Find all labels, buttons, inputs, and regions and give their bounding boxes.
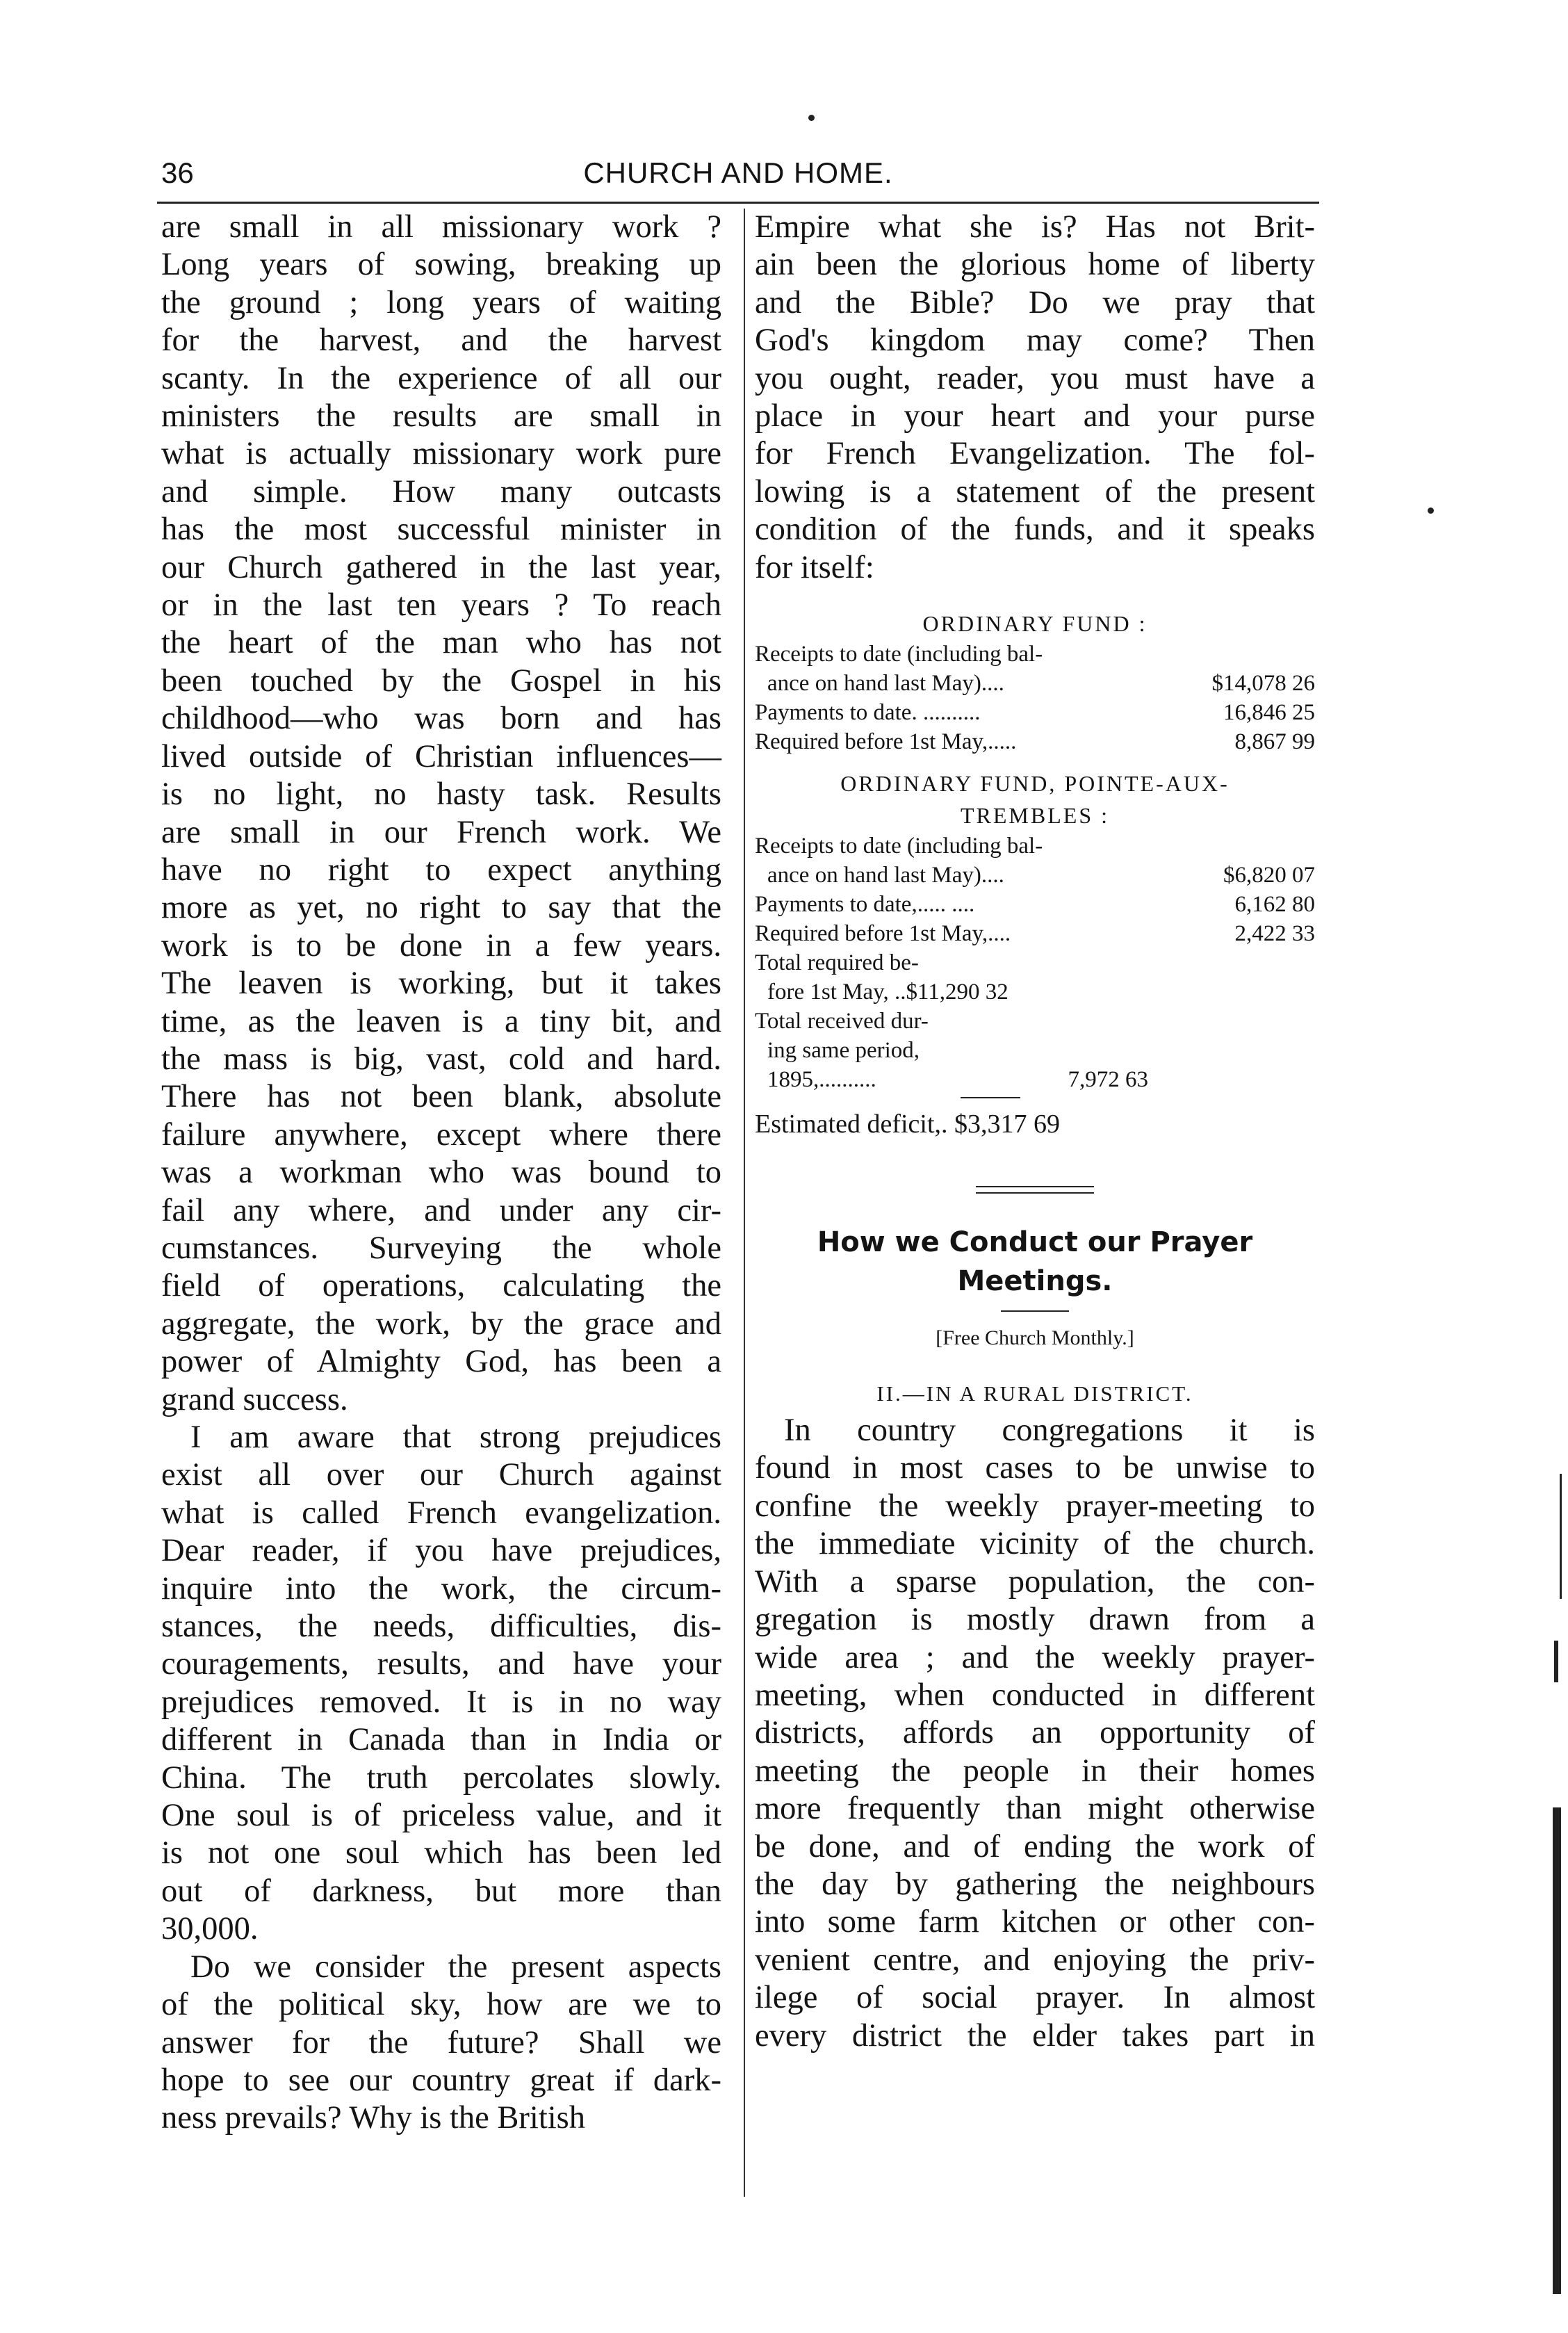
text-line: was a workman who was bound to xyxy=(161,1155,721,1191)
fund-row-amount: $14,078 26 xyxy=(1211,671,1315,697)
scan-edge-mark xyxy=(1553,1807,1561,2294)
fund-row xyxy=(755,1065,1315,1094)
text-line: In country congregations it is xyxy=(784,1413,1315,1449)
text-line: our Church gathered in the last year, xyxy=(161,549,721,585)
text-line: and the Bible? Do we pray that xyxy=(755,284,1315,320)
running-head: CHURCH AND HOME. xyxy=(583,156,893,189)
fund-row-label: Receipts to date (including bal- xyxy=(755,642,1043,667)
article-body xyxy=(755,1412,1315,2055)
article-title xyxy=(755,1223,1315,1301)
scan-speck xyxy=(808,115,815,121)
fund2-heading-line2: TREMBLES : xyxy=(960,803,1109,829)
text-line: The leaven is working, but it takes xyxy=(161,966,721,1002)
text-line: failure anywhere, except where there xyxy=(161,1116,721,1153)
fund-row-label: 1895,.......... xyxy=(767,1067,876,1093)
text-line: be done, and of ending the work of xyxy=(755,1828,1315,1864)
estimated-deficit: Estimated deficit,. $3,317 69 xyxy=(755,1109,1061,1139)
text-line: I am aware that strong prejudices xyxy=(190,1420,721,1455)
text-line: answer for the future? Shall we xyxy=(161,2024,721,2060)
fund-row xyxy=(755,890,1315,919)
fund-row xyxy=(755,727,1315,756)
fund2-heading-line1: ORDINARY FUND, POINTE-AUX- xyxy=(840,771,1230,797)
text-line: the immediate vicinity of the church. xyxy=(755,1526,1315,1562)
text-line: 30,000. xyxy=(161,1911,259,1947)
text-line: are small in all missionary work ? xyxy=(161,209,721,245)
fund-row-label: ance on hand last May).... xyxy=(767,671,1004,697)
fund-row-label: ance on hand last May).... xyxy=(767,863,1004,888)
section-divider xyxy=(976,1186,1094,1194)
text-line: One soul is of priceless value, and it xyxy=(161,1798,721,1834)
title-rule xyxy=(1001,1310,1069,1312)
text-line: into some farm kitchen or other con- xyxy=(755,1904,1315,1940)
text-line: condition of the funds, and it speaks xyxy=(755,512,1315,548)
fund-row xyxy=(755,919,1315,948)
header-rule xyxy=(157,202,1319,204)
text-line: meeting the people in their homes xyxy=(755,1753,1315,1789)
text-line: has the most successful minister in xyxy=(161,512,721,548)
text-line: the ground ; long years of waiting xyxy=(161,284,721,320)
text-line: different in Canada than in India or xyxy=(161,1722,721,1758)
text-line: more as yet, no right to say that the xyxy=(161,890,721,926)
text-line: God's kingdom may come? Then xyxy=(755,323,1315,359)
text-line: time, as the leaven is a tiny bit, and xyxy=(161,1003,721,1039)
text-line: you ought, reader, you must have a xyxy=(755,360,1315,396)
column-divider xyxy=(744,209,745,2197)
fund-row-amount: $6,820 07 xyxy=(1223,863,1315,888)
scan-edge-mark xyxy=(1560,1474,1562,1599)
fund-row xyxy=(755,1007,1315,1036)
fund-row-label: Total received dur- xyxy=(755,1009,929,1034)
fund-row xyxy=(755,669,1315,698)
fund-row xyxy=(755,698,1315,727)
text-line: lowing is a statement of the present xyxy=(755,473,1315,510)
text-line: every district the elder takes part in xyxy=(755,2017,1315,2054)
right-column xyxy=(755,209,1315,2055)
fund-row-label: fore 1st May, ..$11,290 32 xyxy=(767,979,1008,1005)
text-line: hope to see our country great if dark- xyxy=(161,2062,721,2098)
text-line: wide area ; and the weekly prayer- xyxy=(755,1639,1315,1675)
right-column-intro xyxy=(755,209,1315,587)
text-line: ness prevails? Why is the British xyxy=(161,2100,586,2136)
text-line: the heart of the man who has not xyxy=(161,625,721,661)
article-subheading: II.—IN A RURAL DISTRICT. xyxy=(876,1381,1193,1406)
text-line: aggregate, the work, by the grace and xyxy=(161,1306,721,1342)
text-line: or in the last ten years ? To reach xyxy=(161,587,721,624)
scan-edge-mark xyxy=(1554,1641,1558,1682)
fund-row-label: Payments to date,..... .... xyxy=(755,892,975,918)
text-line: cumstances. Surveying the whole xyxy=(161,1230,721,1266)
article-title-line1: How we Conduct our Prayer xyxy=(817,1226,1253,1259)
scan-speck xyxy=(1428,507,1434,514)
page-header xyxy=(161,156,1315,205)
text-line: Long years of sowing, breaking up xyxy=(161,247,721,283)
text-line: of the political sky, how are we to xyxy=(161,1987,721,2023)
fund-row xyxy=(755,861,1315,890)
page-number: 36 xyxy=(161,156,194,189)
text-line: what is called French evangelization. xyxy=(161,1495,721,1531)
text-line: stances, the needs, difficulties, dis- xyxy=(161,1609,721,1645)
text-line: Empire what she is? Has not Brit- xyxy=(755,209,1315,245)
text-line: have no right to expect anything xyxy=(161,852,721,888)
fund-row-amount: 6,162 80 xyxy=(1234,892,1315,918)
text-line: There has not been blank, absolute xyxy=(161,1079,721,1115)
text-line: exist all over our Church against xyxy=(161,1457,721,1493)
text-line: been touched by the Gospel in his xyxy=(161,662,721,699)
text-line: the mass is big, vast, cold and hard. xyxy=(161,1041,721,1077)
text-line: what is actually missionary work pure xyxy=(161,436,721,472)
text-line: inquire into the work, the circum- xyxy=(161,1570,721,1607)
fund1-heading: ORDINARY FUND : xyxy=(922,611,1148,637)
text-line: ain been the glorious home of liberty xyxy=(755,247,1315,283)
text-line: prejudices removed. It is in no way xyxy=(161,1684,721,1720)
fund-row-label: Receipts to date (including bal- xyxy=(755,834,1043,859)
text-line: are small in our French work. We xyxy=(161,814,721,850)
fund-row-label: Payments to date. .......... xyxy=(755,700,981,726)
fund-row xyxy=(755,831,1315,861)
text-line: districts, affords an opportunity of xyxy=(755,1715,1315,1751)
fund-row-amount: 8,867 99 xyxy=(1234,729,1315,755)
fund-row-amount: 7,972 63 xyxy=(1068,1067,1148,1093)
text-line: With a sparse population, the con- xyxy=(755,1563,1315,1600)
fund-row-amount: 2,422 33 xyxy=(1234,921,1315,947)
text-line: childhood—who was born and has xyxy=(161,701,721,737)
text-line: venient centre, and enjoying the priv- xyxy=(755,1942,1315,1978)
text-line: ilege of social prayer. In almost xyxy=(755,1980,1315,2016)
fund-row xyxy=(755,948,1315,977)
fund-row-amount: 16,846 25 xyxy=(1223,700,1315,726)
text-line: work is to be done in a few years. xyxy=(161,927,721,964)
text-line: power of Almighty God, has been a xyxy=(161,1344,721,1380)
fund-row-label: Required before 1st May,..... xyxy=(755,729,1017,755)
text-line: scanty. In the experience of all our xyxy=(161,360,721,396)
fund-row xyxy=(755,640,1315,669)
article-title-line2: Meetings. xyxy=(957,1265,1113,1298)
text-line: confine the weekly prayer-meeting to xyxy=(755,1488,1315,1524)
text-line: more frequently than might otherwise xyxy=(755,1791,1315,1827)
text-line: lived outside of Christian influences— xyxy=(161,738,721,774)
left-column xyxy=(161,209,721,2138)
text-line: and simple. How many outcasts xyxy=(161,473,721,510)
text-line: ministers the results are small in xyxy=(161,398,721,434)
text-line: for itself: xyxy=(755,549,874,585)
text-line: Do we consider the present aspects xyxy=(190,1949,721,1985)
text-line: the day by gathering the neighbours xyxy=(755,1866,1315,1902)
fund2-table xyxy=(755,831,1315,1094)
text-line: for French Evangelization. The fol- xyxy=(755,436,1315,472)
article-source: [Free Church Monthly.] xyxy=(936,1326,1134,1350)
text-line: China. The truth percolates slowly. xyxy=(161,1759,721,1796)
fund-row xyxy=(755,977,1315,1007)
text-line: meeting, when conducted in different xyxy=(755,1677,1315,1713)
fund-row-label: ing same period, xyxy=(767,1038,920,1064)
text-line: couragements, results, and have your xyxy=(161,1646,721,1682)
text-line: place in your heart and your purse xyxy=(755,398,1315,434)
text-line: grand success. xyxy=(161,1381,348,1417)
fund1-table xyxy=(755,640,1315,756)
text-line: for the harvest, and the harvest xyxy=(161,323,721,359)
fund-row xyxy=(755,1036,1315,1065)
sum-rule xyxy=(961,1097,1020,1098)
text-line: field of operations, calculating the xyxy=(161,1268,721,1304)
text-line: Dear reader, if you have prejudices, xyxy=(161,1533,721,1569)
text-line: is no light, no hasty task. Results xyxy=(161,777,721,813)
fund-row-label: Required before 1st May,.... xyxy=(755,921,1011,947)
text-line: found in most cases to be unwise to xyxy=(755,1450,1315,1486)
fund-row-label: Total required be- xyxy=(755,950,919,976)
text-line: fail any where, and under any cir- xyxy=(161,1192,721,1228)
text-line: out of darkness, but more than xyxy=(161,1873,721,1909)
text-line: gregation is mostly drawn from a xyxy=(755,1602,1315,1638)
text-line: is not one soul which has been led xyxy=(161,1835,721,1871)
